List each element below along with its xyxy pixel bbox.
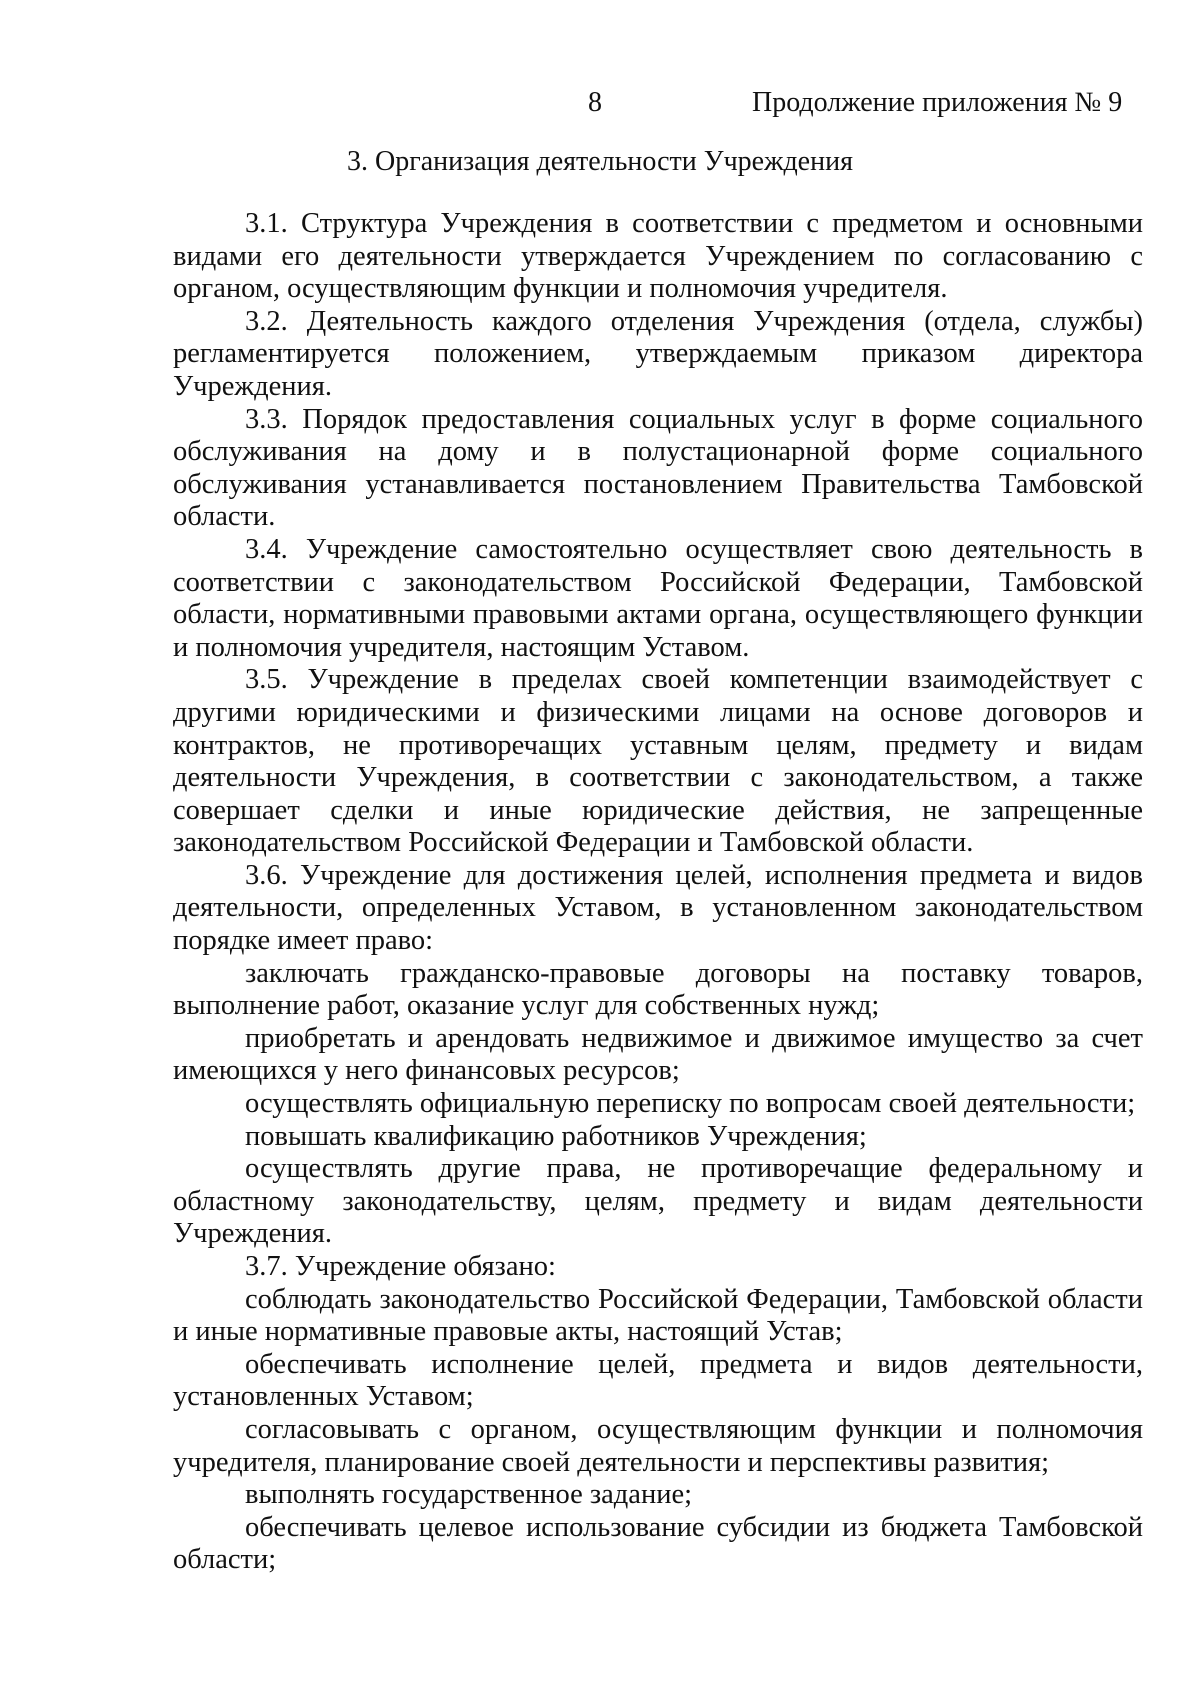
page-number: 8 <box>588 87 602 118</box>
right-item-other-rights: осуществлять другие права, не противоречащие федеральному и областному законодательству, целям, предмету и видам деятельности Учреждения. <box>173 1153 1143 1250</box>
document-body <box>173 208 1143 1577</box>
paragraph-3-3: 3.3. Порядок предоставления социальных услуг в форме социального обслуживания на дому и в полустационарной форме социального обслуживания устанавливается постановлением Правительства Тамбовской области. <box>173 403 1143 533</box>
right-item-correspondence: осуществлять официальную переписку по вопросам своей деятельности; <box>245 1088 1136 1120</box>
duty-item-ensure-goals: обеспечивать исполнение целей, предмета и видов деятельности, установленных Уставом; <box>173 1348 1143 1413</box>
duty-item-comply-law: соблюдать законодательство Российской Федерации, Тамбовской области и иные нормативные правовые акты, настоящий Устав; <box>173 1283 1143 1348</box>
right-item-contracts: заключать гражданско-правовые договоры на поставку товаров, выполнение работ, оказание услуг для собственных нужд; <box>173 957 1143 1022</box>
section-title: 3. Организация деятельности Учреждения <box>347 146 853 177</box>
appendix-continuation-label: Продолжение приложения № 9 <box>752 87 1123 118</box>
duty-item-state-task: выполнять государственное задание; <box>245 1479 693 1511</box>
paragraph-3-2: 3.2. Деятельность каждого отделения Учреждения (отдела, службы) регламентируется положением, утверждаемым приказом директора Учреждения. <box>173 305 1143 402</box>
paragraph-3-6: 3.6. Учреждение для достижения целей, исполнения предмета и видов деятельности, определенных Уставом, в установленном законодательством порядке имеет право: <box>173 859 1143 957</box>
paragraph-3-7: 3.7. Учреждение обязано: <box>245 1251 556 1282</box>
duty-item-coordinate-planning: согласовывать с органом, осуществляющим функции и полномочия учредителя, планирование своей деятельности и перспективы развития; <box>173 1413 1143 1478</box>
right-item-property: приобретать и арендовать недвижимое и движимое имущество за счет имеющихся у него финансовых ресурсов; <box>173 1022 1143 1087</box>
paragraph-3-1: 3.1. Структура Учреждения в соответствии с предметом и основными видами его деятельности утверждается Учреждением по согласованию с органом, осуществляющим функции и полномочия учредителя. <box>173 208 1143 305</box>
right-item-qualification: повышать квалификацию работников Учреждения; <box>245 1120 867 1152</box>
duty-item-subsidy-use: обеспечивать целевое использование субсидии из бюджета Тамбовской области; <box>173 1511 1143 1576</box>
paragraph-3-4: 3.4. Учреждение самостоятельно осуществляет свою деятельность в соответствии с законодательством Российской Федерации, Тамбовской области, нормативными правовыми актами органа, осуществляющего функции и полномочия учредителя, настоящим Уставом. <box>173 533 1143 663</box>
paragraph-3-5: 3.5. Учреждение в пределах своей компетенции взаимодействует с другими юридическими и физическими лицами на основе договоров и контрактов, не противоречащих уставным целям, предмету и видам деятельности Учреждения, в соответствии с законодательством, а также совершает сделки и иные юридические действия, не запрещенные законодательством Российской Федерации и Тамбовской области. <box>173 664 1143 859</box>
